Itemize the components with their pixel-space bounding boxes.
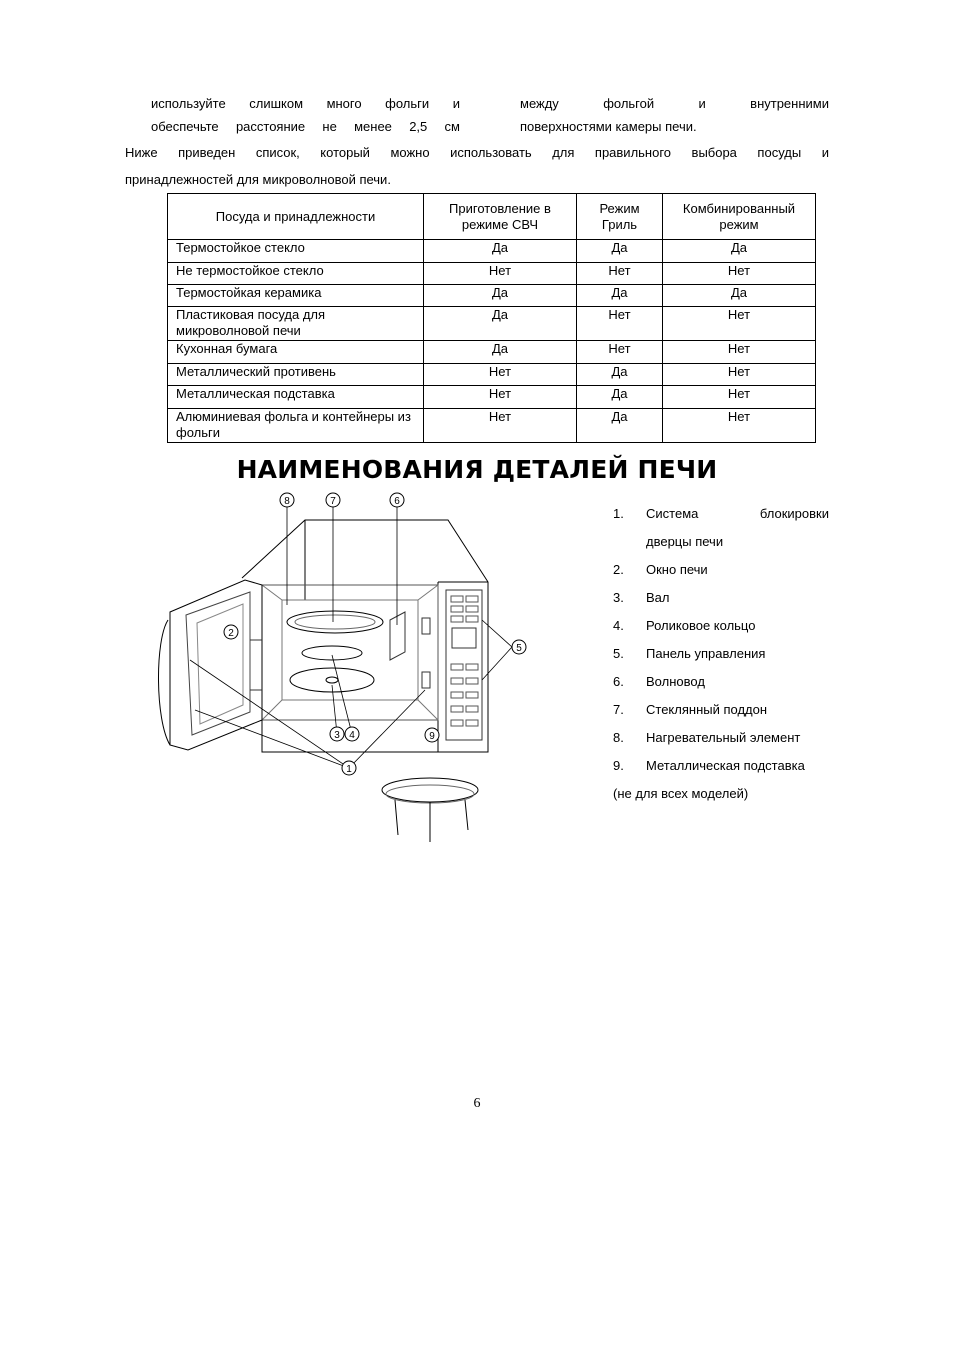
table-cell: Металлическая подставка <box>168 386 424 409</box>
waveguide <box>390 612 405 660</box>
list-item-label: дверцы печи <box>646 534 724 549</box>
callout-label: 9 <box>429 731 435 742</box>
section-title: НАИМЕНОВАНИЯ ДЕТАЛЕЙ ПЕЧИ <box>236 455 718 484</box>
table-header: Посуда и принадлежности <box>168 194 424 240</box>
oven-body-outline <box>242 520 488 752</box>
control-panel-display <box>452 628 476 648</box>
table-header-row <box>168 194 816 240</box>
list-item-label-word: блокировки <box>759 506 829 521</box>
word: правильного <box>594 145 672 160</box>
word: расстояние <box>235 119 306 134</box>
metal-rack-legs <box>395 800 468 842</box>
intro-left-line2 <box>151 119 460 134</box>
list-item <box>613 560 829 588</box>
list-item-label: Нагревательный элемент <box>646 730 801 745</box>
list-item <box>613 728 829 756</box>
table-row <box>168 386 816 409</box>
table-cell: Кухонная бумага <box>168 341 424 364</box>
callout-label: 6 <box>394 496 400 507</box>
table-cell: Да <box>577 386 663 409</box>
list-item-label: Роликовое кольцо <box>646 618 756 633</box>
table-cell: Нет <box>424 263 577 285</box>
list-item <box>613 616 829 644</box>
list-item-number: 3. <box>613 590 624 605</box>
table-row <box>168 263 816 285</box>
table-cell: Нет <box>577 341 663 364</box>
callout-label: 7 <box>330 496 336 507</box>
word: много <box>326 96 362 111</box>
microwave-diagram <box>150 488 540 850</box>
list-item-number: 7. <box>613 702 624 717</box>
table-row <box>168 364 816 386</box>
table-cell: Алюминиевая фольга и контейнеры из фольги <box>168 409 424 443</box>
list-item-number: 8. <box>613 730 624 745</box>
table-cell: Да <box>577 409 663 443</box>
metal-rack <box>382 778 478 802</box>
table-row <box>168 307 816 341</box>
roller-ring <box>302 646 362 660</box>
table-cell: Да <box>663 240 816 263</box>
word: обеспечьте <box>151 119 219 134</box>
table-cell: Да <box>577 240 663 263</box>
page-number: 6 <box>473 1096 481 1111</box>
side-port <box>422 618 430 634</box>
table-row <box>168 240 816 263</box>
list-item-label-word: Система <box>646 506 699 521</box>
intro-left-line1 <box>151 96 460 111</box>
intro-right-line1 <box>520 96 829 111</box>
metal-rack-grid <box>386 785 474 803</box>
table-cell: Нет <box>424 409 577 443</box>
parts-list <box>613 504 829 812</box>
list-item <box>613 756 829 784</box>
list-item-number: 6. <box>613 674 624 689</box>
oven-door <box>170 580 262 750</box>
table-header: Комбинированный режим <box>663 194 816 240</box>
list-item-continuation <box>613 532 829 560</box>
callout-label: 8 <box>284 496 290 507</box>
table-header: Приготовление в режиме СВЧ <box>424 194 577 240</box>
table-cell: Металлический противень <box>168 364 424 386</box>
table-cell: Нет <box>424 364 577 386</box>
intro-right-line2: поверхностями камеры печи. <box>520 119 697 134</box>
list-item-label: Волновод <box>646 674 705 689</box>
word: и <box>821 145 829 160</box>
word: внутренними <box>750 96 829 111</box>
table-cell: Нет <box>663 409 816 443</box>
word: используйте <box>151 96 226 111</box>
table-cell: Нет <box>663 341 816 364</box>
table-header: Режим Гриль <box>577 194 663 240</box>
word: Ниже <box>125 145 158 160</box>
intro-para-line1 <box>125 145 829 160</box>
table-cell: Не термостойкое стекло <box>168 263 424 285</box>
table-cell: Нет <box>663 307 816 341</box>
table-row <box>168 285 816 307</box>
list-item <box>613 700 829 728</box>
table-row <box>168 341 816 364</box>
intro-para-line2: принадлежностей для микроволновой печи. <box>125 172 391 187</box>
control-panel-buttons <box>451 596 478 726</box>
word: список, <box>255 145 300 160</box>
list-item <box>613 588 829 616</box>
callout-label: 1 <box>346 764 352 775</box>
table-cell: Нет <box>663 386 816 409</box>
table-cell: Да <box>577 285 663 307</box>
list-item-label: Стеклянный поддон <box>646 702 768 717</box>
word: и <box>698 96 706 111</box>
list-item <box>613 504 829 532</box>
word: см <box>444 119 460 134</box>
callout-label: 5 <box>516 643 522 654</box>
word: для <box>552 145 575 160</box>
table-cell: Пластиковая посуда для микроволновой печи <box>168 307 424 341</box>
shaft <box>326 677 338 683</box>
table-cell: Термостойкая керамика <box>168 285 424 307</box>
table-cell: Термостойкое стекло <box>168 240 424 263</box>
parts-note: (не для всех моделей) <box>613 786 749 801</box>
callout-markers <box>224 493 526 775</box>
door-window-inner <box>197 604 243 724</box>
table-cell: Да <box>577 364 663 386</box>
word: выбора <box>691 145 737 160</box>
word: приведен <box>178 145 236 160</box>
list-item-number: 1. <box>613 506 624 521</box>
table-cell: Да <box>663 285 816 307</box>
list-item-label: Окно печи <box>646 562 708 577</box>
word: можно <box>390 145 430 160</box>
list-item-label <box>646 504 829 532</box>
list-item-label: Металлическая подставка <box>646 758 805 773</box>
word: не <box>322 119 337 134</box>
word: между <box>520 96 559 111</box>
word: слишком <box>249 96 304 111</box>
word: использовать <box>450 145 532 160</box>
door-latches <box>250 640 262 690</box>
table-cell: Да <box>424 307 577 341</box>
glass-tray-inner <box>295 615 375 629</box>
list-item <box>613 644 829 672</box>
callout-label: 3 <box>334 730 340 741</box>
word: 2,5 <box>409 119 428 134</box>
glass-tray <box>287 611 383 633</box>
word: посуды <box>757 145 802 160</box>
table-cell: Нет <box>663 364 816 386</box>
table-cell: Нет <box>577 307 663 341</box>
table-cell: Нет <box>663 263 816 285</box>
table-cell: Нет <box>424 386 577 409</box>
list-item-label: Панель управления <box>646 646 766 661</box>
list-item-number: 2. <box>613 562 624 577</box>
table-cell: Нет <box>577 263 663 285</box>
word: фольги <box>385 96 430 111</box>
list-item-number: 4. <box>613 618 624 633</box>
callout-label: 2 <box>228 628 234 639</box>
table-cell: Да <box>424 341 577 364</box>
word: менее <box>354 119 392 134</box>
side-port <box>422 672 430 688</box>
list-item <box>613 672 829 700</box>
cookware-table <box>167 193 816 443</box>
list-item-number: 9. <box>613 758 624 773</box>
callout-label: 4 <box>349 730 355 741</box>
table-row <box>168 409 816 443</box>
word: фольгой <box>603 96 655 111</box>
word: который <box>320 145 370 160</box>
word: и <box>452 96 460 111</box>
list-item-label: Вал <box>646 590 670 605</box>
table-cell: Да <box>424 240 577 263</box>
table-cell: Да <box>424 285 577 307</box>
door-handle <box>158 620 170 745</box>
list-item-number: 5. <box>613 646 624 661</box>
